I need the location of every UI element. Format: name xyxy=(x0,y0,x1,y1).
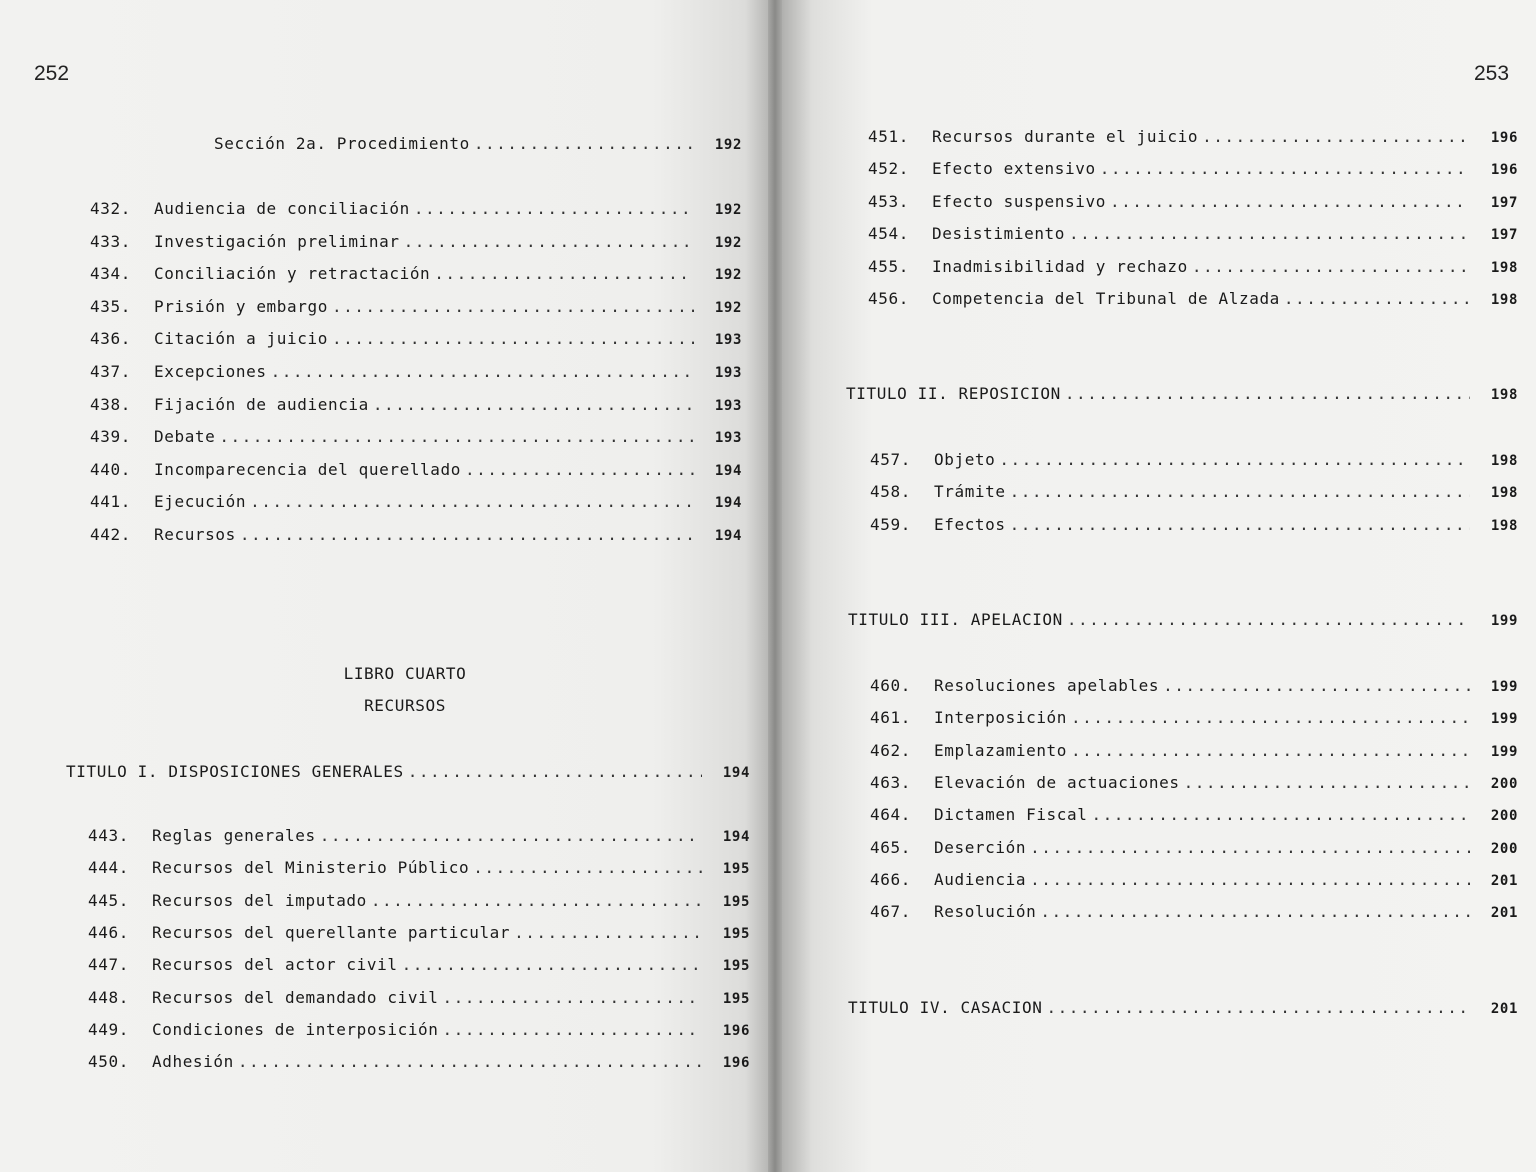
titulo-2-title: TITULO II. REPOSICION xyxy=(846,384,1061,403)
entry-number: 443. xyxy=(88,826,129,845)
entry-title: Interposición xyxy=(934,708,1068,728)
entry-title: Debate xyxy=(154,427,216,447)
entry-page: 200 xyxy=(1490,775,1518,792)
dot-leader xyxy=(1010,482,1470,501)
entry-title: Objeto xyxy=(934,450,996,469)
toc-entry xyxy=(90,492,742,511)
entry-number: 464. xyxy=(870,805,911,825)
toc-entry xyxy=(88,988,750,1007)
dot-leader xyxy=(999,450,1470,469)
dot-leader xyxy=(1100,159,1470,178)
entry-page: 195 xyxy=(722,925,750,942)
toc-entry xyxy=(90,427,742,446)
dot-leader xyxy=(250,492,694,511)
entry-title: Efecto extensivo xyxy=(932,159,1096,179)
entry-page: 195 xyxy=(722,861,750,878)
toc-entry xyxy=(870,773,1518,792)
dot-leader xyxy=(465,460,694,479)
dot-leader xyxy=(1192,257,1470,276)
entry-number: 437. xyxy=(90,362,131,381)
entry-title: Ejecución xyxy=(154,492,247,512)
entry-title: Competencia del Tribunal de Alzada xyxy=(932,289,1280,308)
titulo-4-title: TITULO IV. CASACION xyxy=(848,998,1043,1017)
entry-title: Inadmisibilidad y rechazo xyxy=(932,256,1188,276)
entry-number: 462. xyxy=(870,740,911,760)
toc-entry xyxy=(868,224,1518,243)
page-number: 253 xyxy=(1474,62,1510,85)
dot-leader xyxy=(1284,289,1470,308)
book-title: LIBRO CUARTO xyxy=(343,664,467,683)
entry-title: Excepciones xyxy=(154,362,267,381)
entry-page: 198 xyxy=(1490,259,1518,276)
entry-number: 467. xyxy=(870,902,911,922)
entry-page: 195 xyxy=(722,958,750,975)
toc-entry xyxy=(88,891,750,910)
titulo-heading xyxy=(66,762,750,781)
toc-entry xyxy=(88,1020,750,1039)
entry-page: 199 xyxy=(1490,743,1518,760)
dot-leader xyxy=(332,297,694,316)
entry-number: 433. xyxy=(90,231,131,251)
titulo-heading-page: 194 xyxy=(722,765,750,781)
dot-leader xyxy=(443,988,702,1007)
entry-number: 458. xyxy=(870,482,911,502)
entry-number: 453. xyxy=(868,191,909,211)
entry-number: 449. xyxy=(88,1019,129,1039)
entry-number: 451. xyxy=(868,127,909,146)
dot-leader xyxy=(1184,773,1470,792)
entry-number: 445. xyxy=(88,890,129,910)
entry-title: Efecto suspensivo xyxy=(932,191,1106,211)
dot-leader xyxy=(1046,998,1470,1017)
entry-page: 193 xyxy=(714,430,742,447)
entry-title: Audiencia de conciliación xyxy=(154,199,410,218)
entry-title: Deserción xyxy=(934,837,1027,857)
dot-leader xyxy=(1030,838,1470,857)
entry-number: 460. xyxy=(870,676,911,695)
dot-leader xyxy=(240,525,694,544)
titulo-2-heading xyxy=(846,384,1518,403)
entry-page: 198 xyxy=(1490,292,1518,308)
entry-title: Recursos del querellante particular xyxy=(152,922,511,942)
dot-leader xyxy=(373,395,694,414)
dot-leader xyxy=(402,955,702,974)
dot-leader xyxy=(414,199,694,218)
entry-page: 197 xyxy=(1490,227,1518,244)
entry-page: 196 xyxy=(722,1055,750,1072)
entry-title: Efectos xyxy=(934,514,1006,534)
section-heading xyxy=(214,134,742,153)
entry-page: 196 xyxy=(1490,130,1518,146)
dot-leader xyxy=(320,826,702,845)
entry-page: 193 xyxy=(714,397,742,414)
dot-leader xyxy=(1110,192,1470,211)
entry-page: 201 xyxy=(1490,905,1518,922)
entry-page: 192 xyxy=(714,234,742,251)
toc-entry xyxy=(870,450,1518,469)
entry-number: 448. xyxy=(88,987,129,1007)
dot-leader xyxy=(1092,805,1471,824)
toc-entry xyxy=(870,482,1518,501)
toc-entry xyxy=(90,329,742,348)
entry-title: Reglas generales xyxy=(152,826,316,845)
entry-number: 455. xyxy=(868,256,909,276)
entry-title: Resoluciones apelables xyxy=(934,676,1160,695)
entry-page: 196 xyxy=(1490,162,1518,179)
entry-page: 193 xyxy=(714,365,742,381)
toc-entry xyxy=(870,902,1518,921)
entry-page: 192 xyxy=(714,267,742,284)
entry-title: Condiciones de interposición xyxy=(152,1019,439,1039)
entry-page: 195 xyxy=(722,893,750,910)
entry-number: 432. xyxy=(90,199,131,218)
entry-page: 195 xyxy=(722,990,750,1007)
titulo-3-title: TITULO III. APELACION xyxy=(848,610,1063,629)
entry-title: Recursos durante el juicio xyxy=(932,127,1199,146)
dot-leader xyxy=(1071,708,1470,727)
entry-number: 466. xyxy=(870,869,911,889)
toc-entry xyxy=(870,741,1518,760)
dot-leader xyxy=(1163,676,1470,695)
entry-number: 452. xyxy=(868,159,909,179)
dot-leader xyxy=(473,858,702,877)
toc-entry xyxy=(90,395,742,414)
toc-entry xyxy=(88,955,750,974)
entry-title: Recursos xyxy=(154,525,236,544)
entry-title: Recursos del demandado civil xyxy=(152,987,439,1007)
toc-entry xyxy=(870,838,1518,857)
dot-leader xyxy=(404,232,694,251)
toc-entry xyxy=(90,297,742,316)
dot-leader xyxy=(238,1052,702,1071)
entry-page: 194 xyxy=(722,829,750,845)
toc-entry xyxy=(90,362,742,381)
entry-page: 200 xyxy=(1490,808,1518,825)
entry-number: 450. xyxy=(88,1052,129,1072)
entry-title: Investigación preliminar xyxy=(154,231,400,251)
entry-number: 438. xyxy=(90,394,131,414)
entry-title: Recursos del Ministerio Público xyxy=(152,858,470,878)
dot-leader xyxy=(1010,515,1470,534)
dot-leader xyxy=(371,891,702,910)
toc-entry xyxy=(90,525,742,544)
titulo-4-page: 201 xyxy=(1490,1001,1518,1017)
dot-leader xyxy=(1202,127,1470,146)
dot-leader xyxy=(1069,224,1470,243)
toc-entry xyxy=(870,805,1518,824)
titulo-3-heading xyxy=(848,610,1518,629)
entry-title: Trámite xyxy=(934,482,1006,502)
entry-title: Incomparecencia del querellado xyxy=(154,459,461,479)
entry-number: 434. xyxy=(90,264,131,284)
entry-page: 198 xyxy=(1490,453,1518,469)
titulo-heading-title: TITULO I. DISPOSICIONES GENERALES xyxy=(66,762,404,781)
dot-leader xyxy=(271,362,694,381)
entry-page: 194 xyxy=(714,495,742,512)
entry-number: 454. xyxy=(868,224,909,244)
entry-title: Dictamen Fiscal xyxy=(934,805,1088,825)
dot-leader xyxy=(1067,610,1470,629)
entry-title: Emplazamiento xyxy=(934,740,1068,760)
entry-number: 442. xyxy=(90,525,131,544)
toc-entry xyxy=(868,159,1518,178)
dot-leader xyxy=(1071,741,1470,760)
toc-entry xyxy=(870,676,1518,695)
dot-leader xyxy=(1030,870,1470,889)
entry-page: 198 xyxy=(1490,517,1518,534)
entry-page: 194 xyxy=(714,462,742,479)
toc-entry xyxy=(868,192,1518,211)
toc-entry xyxy=(868,289,1518,308)
dot-leader xyxy=(408,762,702,781)
dot-leader xyxy=(219,427,694,446)
entry-title: Fijación de audiencia xyxy=(154,394,369,414)
entry-number: 446. xyxy=(88,922,129,942)
entry-number: 459. xyxy=(870,514,911,534)
entry-title: Audiencia xyxy=(934,869,1027,889)
entry-title: Recursos del imputado xyxy=(152,890,367,910)
toc-entry xyxy=(88,923,750,942)
entry-title: Conciliación y retractación xyxy=(154,264,431,284)
entry-number: 457. xyxy=(870,450,911,469)
toc-entry xyxy=(868,127,1518,146)
toc-entry xyxy=(88,858,750,877)
entry-number: 441. xyxy=(90,492,131,512)
entry-page: 193 xyxy=(714,332,742,349)
titulo-2-page: 198 xyxy=(1490,387,1518,403)
titulo-3-page: 199 xyxy=(1490,613,1518,629)
toc-entry xyxy=(868,257,1518,276)
toc-entry xyxy=(90,199,742,218)
dot-leader xyxy=(474,134,694,153)
dot-leader xyxy=(443,1020,702,1039)
entry-number: 440. xyxy=(90,459,131,479)
entry-number: 447. xyxy=(88,955,129,975)
entry-number: 435. xyxy=(90,296,131,316)
toc-entry xyxy=(90,264,742,283)
entry-page: 197 xyxy=(1490,194,1518,211)
toc-entry xyxy=(870,870,1518,889)
right-page xyxy=(782,0,1536,1172)
entry-title: Citación a juicio xyxy=(154,329,328,349)
entry-title: Desistimiento xyxy=(932,224,1066,244)
entry-number: 461. xyxy=(870,708,911,728)
entry-number: 456. xyxy=(868,289,909,308)
entry-title: Adhesión xyxy=(152,1052,234,1072)
entry-page: 192 xyxy=(714,299,742,316)
toc-entry xyxy=(88,1052,750,1071)
titulo-4-heading xyxy=(848,998,1518,1017)
entry-page: 196 xyxy=(722,1022,750,1039)
entry-page: 194 xyxy=(714,528,742,544)
toc-entry xyxy=(90,232,742,251)
dot-leader xyxy=(1065,384,1470,403)
entry-page: 199 xyxy=(1490,711,1518,728)
entry-page: 192 xyxy=(714,202,742,218)
entry-title: Resolución xyxy=(934,902,1037,922)
entry-title: Recursos del actor civil xyxy=(152,955,398,975)
entry-title: Elevación de actuaciones xyxy=(934,772,1180,792)
entry-title: Prisión y embargo xyxy=(154,296,328,316)
entry-number: 444. xyxy=(88,858,129,878)
book-gutter xyxy=(768,0,782,1172)
entry-page: 198 xyxy=(1490,485,1518,502)
book-subtitle: RECURSOS xyxy=(364,696,446,715)
dot-leader xyxy=(434,264,694,283)
entry-number: 439. xyxy=(90,427,131,447)
section-heading-page: 192 xyxy=(714,137,742,153)
dot-leader xyxy=(332,329,694,348)
entry-number: 463. xyxy=(870,772,911,792)
dot-leader xyxy=(514,923,702,942)
toc-entry xyxy=(88,826,750,845)
toc-entry xyxy=(870,708,1518,727)
entry-number: 436. xyxy=(90,329,131,349)
entry-number: 465. xyxy=(870,837,911,857)
entry-page: 199 xyxy=(1490,679,1518,695)
dot-leader xyxy=(1040,902,1470,921)
entry-page: 200 xyxy=(1490,840,1518,857)
page-number: 252 xyxy=(34,62,70,85)
toc-entry xyxy=(870,515,1518,534)
section-heading-title: Sección 2a. Procedimiento xyxy=(214,134,470,153)
toc-entry xyxy=(90,460,742,479)
entry-page: 201 xyxy=(1490,872,1518,889)
